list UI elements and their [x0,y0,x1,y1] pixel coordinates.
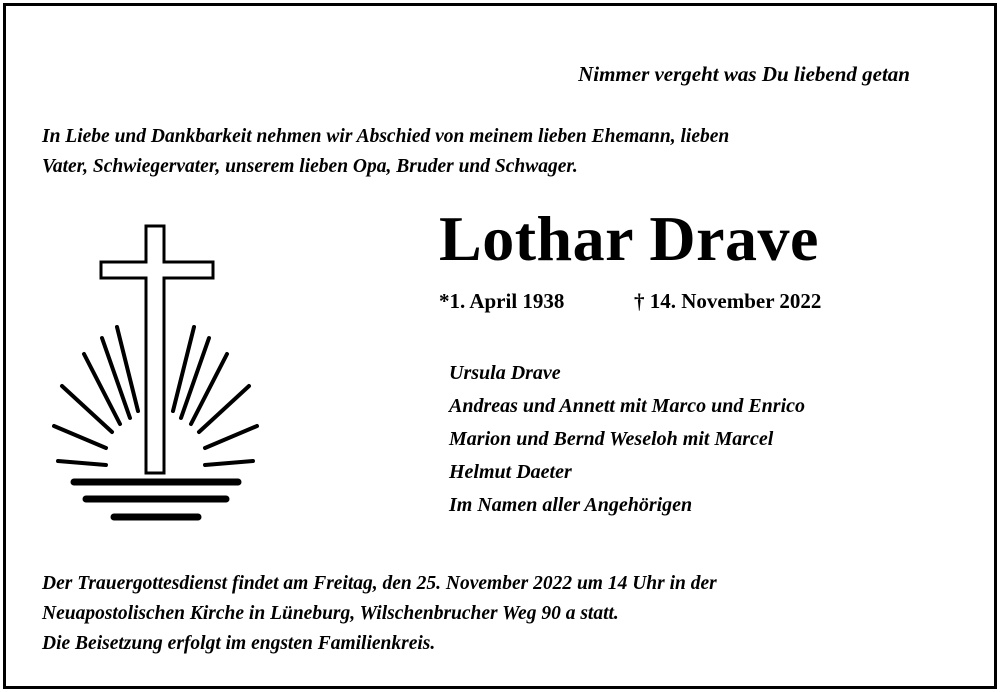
family-member: Helmut Daeter [449,461,572,483]
birth-date: *1. April 1938 [439,289,565,313]
family-member: Andreas und Annett mit Marco und Enrico [449,395,806,417]
family-member: Ursula Drave [449,362,561,384]
motto: Nimmer vergeht was Du liebend getan [578,62,910,86]
intro-text [42,122,942,182]
service-info [42,569,717,659]
intro-line: Vater, Schwiegervater, unserem lieben Opa, Bruder und Schwager. [42,156,578,177]
family-member: Im Namen aller Angehörigen [449,494,693,516]
service-line: Der Trauergottesdienst findet am Freitag, den 25. November 2022 um 14 Uhr in der [42,573,717,594]
intro-line: In Liebe und Dankbarkeit nehmen wir Abschied von meinem lieben Ehemann, lieben [42,126,730,147]
cross-sunrise-icon [46,221,266,526]
obituary-frame [3,3,997,689]
service-line: Die Beisetzung erfolgt im engsten Familienkreis. [42,633,436,654]
family-member: Marion und Bernd Weseloh mit Marcel [449,428,774,450]
death-date: † 14. November 2022 [634,289,822,313]
family-list [449,357,805,522]
service-line: Neuapostolischen Kirche in Lüneburg, Wilschenbrucher Weg 90 a statt. [42,603,619,624]
deceased-name: Lothar Drave [439,203,819,274]
